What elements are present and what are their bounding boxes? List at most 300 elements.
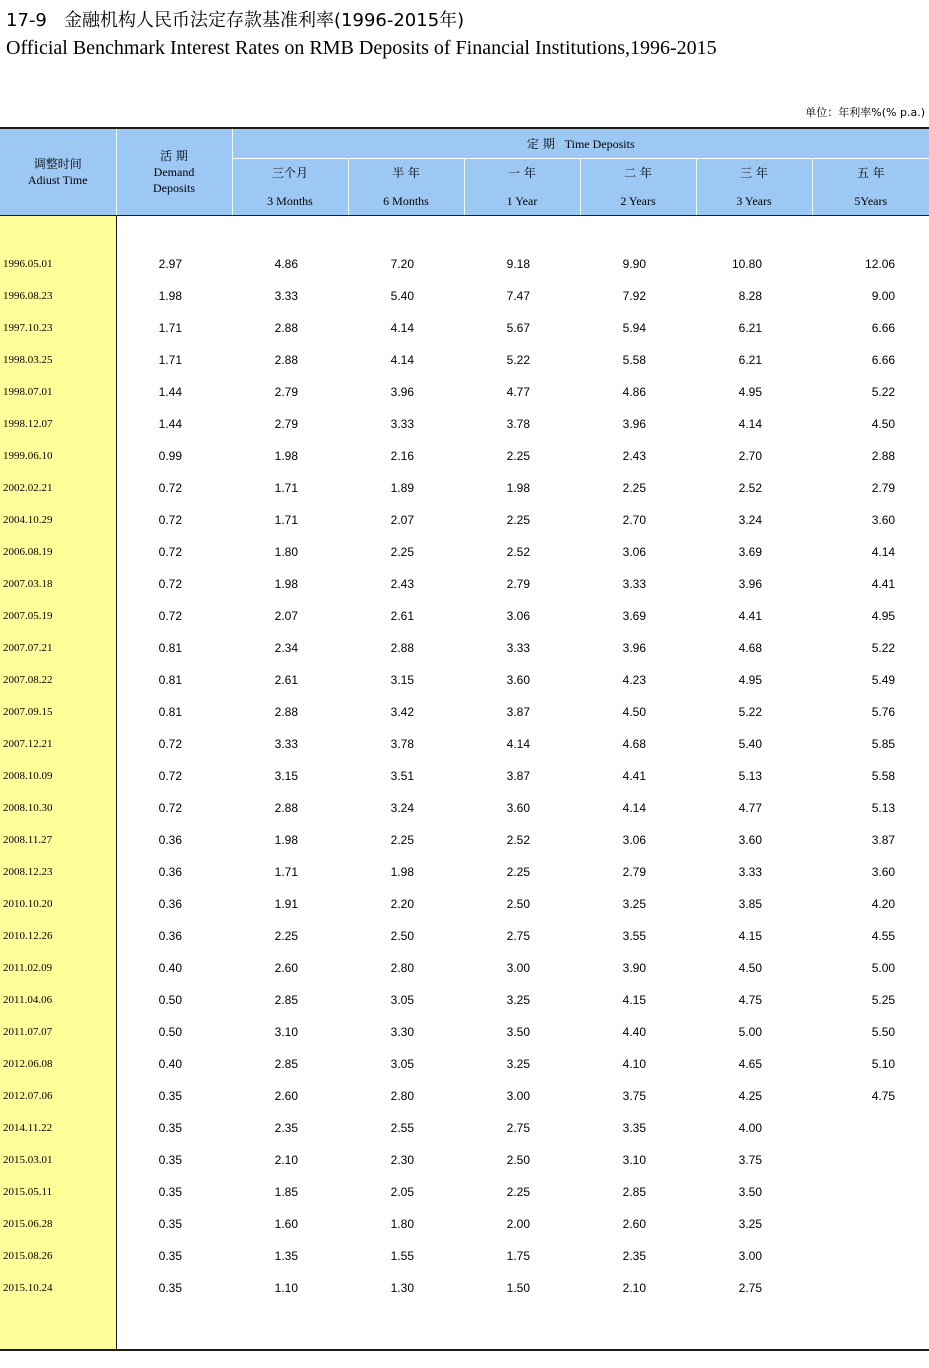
two-year-cell: 7.92 — [622, 288, 646, 303]
date-cell: 2015.03.01 — [0, 1144, 116, 1176]
three-year-cell: 4.68 — [738, 640, 762, 655]
header-term-en: 6 Months — [383, 193, 429, 208]
one-year-cell: 4.77 — [506, 384, 530, 399]
date-cell: 2008.10.09 — [0, 760, 116, 792]
two-year-cell: 4.23 — [622, 672, 646, 687]
three-year-cell: 3.25 — [738, 1216, 762, 1231]
five-year-cell: 4.55 — [871, 928, 896, 943]
date-cell: 2011.07.07 — [0, 1016, 116, 1048]
six-month-cell: 1.80 — [390, 1216, 414, 1231]
two-year-cell: 3.75 — [622, 1088, 646, 1103]
five-year-cell: 4.41 — [871, 576, 896, 591]
three-year-cell: 2.70 — [738, 448, 762, 463]
date-cell: 1998.12.07 — [0, 408, 116, 440]
header-term-2-years-en — [580, 187, 696, 216]
header-term-en: 2 Years — [620, 193, 656, 208]
three-year-cell: 3.60 — [738, 832, 762, 847]
two-year-cell: 4.15 — [622, 992, 646, 1007]
table-row — [0, 728, 929, 760]
table-row — [0, 1208, 929, 1240]
table-row — [0, 344, 929, 376]
header-term-1-year-en — [464, 187, 580, 216]
demand-cell: 1.44 — [158, 384, 182, 399]
table-row — [0, 632, 929, 664]
six-month-cell: 2.25 — [390, 832, 414, 847]
table-row — [0, 1144, 929, 1176]
demand-cell: 0.35 — [158, 1152, 182, 1167]
three-year-cell: 3.50 — [738, 1184, 762, 1199]
date-cell: 1998.07.01 — [0, 376, 116, 408]
table-row — [0, 824, 929, 856]
header-demand-en-2: Deposits — [153, 180, 195, 195]
two-year-cell: 3.33 — [622, 576, 646, 591]
date-cell: 2012.06.08 — [0, 1048, 116, 1080]
date-cell: 2008.11.27 — [0, 824, 116, 856]
five-year-cell: 5.50 — [871, 1024, 896, 1039]
empty-cell — [464, 1304, 580, 1350]
six-month-cell: 2.43 — [390, 576, 414, 591]
three-month-cell: 3.15 — [274, 768, 298, 783]
demand-cell: 0.72 — [158, 608, 182, 623]
header-term-5-years-en — [812, 187, 929, 216]
empty-cell — [696, 215, 812, 248]
three-month-cell: 1.71 — [274, 512, 298, 527]
date-cell: 2007.12.21 — [0, 728, 116, 760]
empty-cell — [696, 1304, 812, 1350]
header-term-3-years-en — [696, 187, 812, 216]
five-year-cell — [812, 1176, 929, 1208]
one-year-cell: 7.47 — [506, 288, 530, 303]
date-cell-empty — [0, 215, 116, 248]
empty-cell — [580, 1304, 696, 1350]
six-month-cell: 4.14 — [390, 352, 414, 367]
header-term-3-months-en — [232, 187, 348, 216]
one-year-cell: 2.75 — [506, 1120, 530, 1135]
date-cell: 2007.07.21 — [0, 632, 116, 664]
one-year-cell: 3.00 — [506, 1088, 530, 1103]
six-month-cell: 3.51 — [390, 768, 414, 783]
two-year-cell: 9.90 — [622, 256, 646, 271]
six-month-cell: 1.55 — [390, 1248, 414, 1263]
five-year-cell: 5.10 — [871, 1056, 896, 1071]
three-month-cell: 2.85 — [274, 992, 298, 1007]
table-row — [0, 696, 929, 728]
five-year-cell: 5.85 — [871, 736, 896, 751]
table-row — [0, 440, 929, 472]
six-month-cell: 7.20 — [390, 256, 414, 271]
three-month-cell: 2.34 — [274, 640, 298, 655]
five-year-cell: 5.25 — [871, 992, 896, 1007]
five-year-cell — [812, 1144, 929, 1176]
two-year-cell: 3.96 — [622, 416, 646, 431]
header-term-cn: 五 年 — [856, 165, 885, 180]
three-month-cell: 1.80 — [274, 544, 298, 559]
five-year-cell: 12.06 — [865, 256, 896, 271]
header-time-deposits-cn: 定 期 — [526, 136, 555, 151]
three-month-cell: 4.86 — [274, 256, 298, 271]
three-year-cell: 4.25 — [738, 1088, 762, 1103]
three-year-cell: 4.65 — [738, 1056, 762, 1071]
five-year-cell: 5.00 — [871, 960, 896, 975]
header-demand-en-1: Demand — [153, 164, 195, 179]
five-year-cell: 2.88 — [871, 448, 896, 463]
empty-cell — [348, 1304, 464, 1350]
six-month-cell: 3.42 — [390, 704, 414, 719]
table-row — [0, 952, 929, 984]
demand-cell: 0.72 — [158, 480, 182, 495]
three-month-cell: 2.25 — [274, 928, 298, 943]
six-month-cell: 2.20 — [390, 896, 414, 911]
one-year-cell: 3.87 — [506, 768, 530, 783]
six-month-cell: 3.96 — [390, 384, 414, 399]
date-cell: 1996.05.01 — [0, 248, 116, 280]
two-year-cell: 3.96 — [622, 640, 646, 655]
date-cell: 2006.08.19 — [0, 536, 116, 568]
date-cell: 2007.05.19 — [0, 600, 116, 632]
demand-cell: 0.40 — [158, 960, 182, 975]
three-year-cell: 3.24 — [738, 512, 762, 527]
six-month-cell: 2.30 — [390, 1152, 414, 1167]
five-year-cell — [812, 1272, 929, 1304]
five-year-cell: 5.22 — [871, 384, 896, 399]
table-number: 17-9 — [6, 10, 47, 31]
empty-cell — [464, 215, 580, 248]
five-year-cell: 4.14 — [871, 544, 896, 559]
header-term-en: 5Years — [854, 193, 888, 208]
demand-cell: 1.98 — [158, 288, 182, 303]
empty-cell — [812, 1304, 929, 1350]
six-month-cell: 3.05 — [390, 992, 414, 1007]
three-year-cell: 3.00 — [738, 1248, 762, 1263]
two-year-cell: 5.58 — [622, 352, 646, 367]
header-term-2-years — [580, 158, 696, 187]
five-year-cell: 3.60 — [871, 512, 896, 527]
demand-cell: 0.81 — [158, 672, 182, 687]
three-month-cell: 2.60 — [274, 1088, 298, 1103]
two-year-cell: 5.94 — [622, 320, 646, 335]
date-cell: 2007.09.15 — [0, 696, 116, 728]
empty-cell — [580, 215, 696, 248]
five-year-cell: 4.20 — [871, 896, 896, 911]
six-month-cell: 2.50 — [390, 928, 414, 943]
one-year-cell: 3.33 — [506, 640, 530, 655]
six-month-cell: 3.30 — [390, 1024, 414, 1039]
table-row — [0, 664, 929, 696]
demand-cell: 0.72 — [158, 800, 182, 815]
header-term-en: 3 Months — [267, 193, 313, 208]
three-month-cell: 2.88 — [274, 320, 298, 335]
six-month-cell: 2.05 — [390, 1184, 414, 1199]
empty-cell — [116, 1304, 232, 1350]
five-year-cell: 6.66 — [871, 352, 896, 367]
one-year-cell: 3.25 — [506, 1056, 530, 1071]
five-year-cell: 5.76 — [871, 704, 896, 719]
date-cell: 2008.12.23 — [0, 856, 116, 888]
table-row — [0, 568, 929, 600]
six-month-cell: 2.25 — [390, 544, 414, 559]
header-term-5-years — [812, 158, 929, 187]
header-term-cn: 二 年 — [624, 165, 652, 180]
three-month-cell: 1.85 — [274, 1184, 298, 1199]
header-term-cn: 半 年 — [392, 165, 420, 180]
three-year-cell: 4.95 — [738, 384, 762, 399]
six-month-cell: 5.40 — [390, 288, 414, 303]
six-month-cell: 2.80 — [390, 960, 414, 975]
three-year-cell: 4.00 — [738, 1120, 762, 1135]
three-year-cell: 5.13 — [738, 768, 762, 783]
one-year-cell: 2.79 — [506, 576, 530, 591]
one-year-cell: 2.25 — [506, 1184, 530, 1199]
demand-cell: 0.36 — [158, 864, 182, 879]
unit-note: 单位：年利率%(% p.a.) — [805, 106, 925, 119]
date-cell-empty — [0, 1304, 116, 1350]
five-year-cell: 2.79 — [871, 480, 896, 495]
one-year-cell: 3.06 — [506, 608, 530, 623]
header-time-deposits-en: Time Deposits — [564, 136, 635, 151]
three-year-cell: 2.52 — [738, 480, 762, 495]
three-month-cell: 2.79 — [274, 384, 298, 399]
demand-cell: 0.72 — [158, 512, 182, 527]
one-year-cell: 2.50 — [506, 896, 530, 911]
five-year-cell — [812, 1208, 929, 1240]
date-cell: 2007.03.18 — [0, 568, 116, 600]
table-row — [0, 1112, 929, 1144]
header-term-cn: 三 年 — [740, 165, 768, 180]
six-month-cell: 3.15 — [390, 672, 414, 687]
five-year-cell: 9.00 — [871, 288, 896, 303]
demand-cell: 0.36 — [158, 928, 182, 943]
table-body — [0, 215, 929, 1350]
five-year-cell: 4.50 — [871, 416, 896, 431]
two-year-cell: 2.43 — [622, 448, 646, 463]
two-year-cell: 4.14 — [622, 800, 646, 815]
three-month-cell: 3.33 — [274, 736, 298, 751]
three-year-cell: 5.40 — [738, 736, 762, 751]
table-row — [0, 248, 929, 280]
table-row — [0, 1272, 929, 1304]
demand-cell: 1.44 — [158, 416, 182, 431]
demand-cell: 0.35 — [158, 1120, 182, 1135]
demand-cell: 0.50 — [158, 1024, 182, 1039]
date-cell: 2012.07.06 — [0, 1080, 116, 1112]
six-month-cell: 3.33 — [390, 416, 414, 431]
three-month-cell: 1.35 — [274, 1248, 298, 1263]
header-time-deposits — [232, 128, 929, 158]
demand-cell: 0.99 — [158, 448, 182, 463]
table-row — [0, 984, 929, 1016]
table-row — [0, 1016, 929, 1048]
date-cell: 2015.05.11 — [0, 1176, 116, 1208]
two-year-cell: 3.06 — [622, 832, 646, 847]
three-month-cell: 1.91 — [274, 896, 298, 911]
empty-cell — [232, 215, 348, 248]
three-month-cell: 2.60 — [274, 960, 298, 975]
three-month-cell: 2.88 — [274, 704, 298, 719]
header-term-cn: 一 年 — [508, 165, 536, 180]
two-year-cell: 4.40 — [622, 1024, 646, 1039]
five-year-cell: 3.87 — [871, 832, 896, 847]
empty-cell — [812, 215, 929, 248]
demand-cell: 0.72 — [158, 544, 182, 559]
two-year-cell: 3.35 — [622, 1120, 646, 1135]
one-year-cell: 3.50 — [506, 1024, 530, 1039]
one-year-cell: 1.98 — [506, 480, 530, 495]
one-year-cell: 5.67 — [506, 320, 530, 335]
table-spacer-row — [0, 215, 929, 248]
two-year-cell: 2.35 — [622, 1248, 646, 1263]
header-adjust-time-cn: 调整时间 — [33, 156, 82, 171]
header-term-en: 3 Years — [736, 193, 772, 208]
page-title-chinese — [6, 6, 464, 32]
date-cell: 2007.08.22 — [0, 664, 116, 696]
one-year-cell: 2.25 — [506, 512, 530, 527]
empty-cell — [348, 215, 464, 248]
five-year-cell — [812, 1240, 929, 1272]
date-cell: 2014.11.22 — [0, 1112, 116, 1144]
date-cell: 2010.12.26 — [0, 920, 116, 952]
one-year-cell: 2.52 — [506, 832, 530, 847]
table-row — [0, 792, 929, 824]
empty-cell — [116, 215, 232, 248]
date-cell: 2004.10.29 — [0, 504, 116, 536]
demand-cell: 0.72 — [158, 576, 182, 591]
three-year-cell: 2.75 — [738, 1280, 762, 1295]
three-month-cell: 1.98 — [274, 832, 298, 847]
table-row — [0, 1176, 929, 1208]
three-year-cell: 3.85 — [738, 896, 762, 911]
demand-cell: 0.81 — [158, 640, 182, 655]
six-month-cell: 2.07 — [390, 512, 414, 527]
three-year-cell: 6.21 — [738, 352, 762, 367]
table-row — [0, 888, 929, 920]
header-demand-deposits — [116, 128, 232, 215]
table-row — [0, 536, 929, 568]
two-year-cell: 3.06 — [622, 544, 646, 559]
three-year-cell: 4.95 — [738, 672, 762, 687]
three-month-cell: 1.98 — [274, 448, 298, 463]
five-year-cell: 6.66 — [871, 320, 896, 335]
three-month-cell: 2.10 — [274, 1152, 298, 1167]
three-month-cell: 1.98 — [274, 576, 298, 591]
six-month-cell: 2.88 — [390, 640, 414, 655]
demand-cell: 1.71 — [158, 320, 182, 335]
demand-cell: 0.50 — [158, 992, 182, 1007]
three-year-cell: 4.14 — [738, 416, 762, 431]
three-year-cell: 4.77 — [738, 800, 762, 815]
date-cell: 1996.08.23 — [0, 280, 116, 312]
table-row — [0, 376, 929, 408]
three-month-cell: 2.85 — [274, 1056, 298, 1071]
demand-cell: 0.36 — [158, 896, 182, 911]
five-year-cell: 4.95 — [871, 608, 896, 623]
five-year-cell: 5.49 — [871, 672, 896, 687]
date-cell: 2011.04.06 — [0, 984, 116, 1016]
one-year-cell: 2.25 — [506, 448, 530, 463]
one-year-cell: 3.60 — [506, 672, 530, 687]
two-year-cell: 4.10 — [622, 1056, 646, 1071]
header-term-3-years — [696, 158, 812, 187]
three-year-cell: 4.50 — [738, 960, 762, 975]
date-cell: 2015.08.26 — [0, 1240, 116, 1272]
date-cell: 2002.02.21 — [0, 472, 116, 504]
three-year-cell: 3.96 — [738, 576, 762, 591]
two-year-cell: 2.70 — [622, 512, 646, 527]
date-cell: 1998.03.25 — [0, 344, 116, 376]
header-term-cn: 三个月 — [271, 165, 308, 180]
demand-cell: 0.35 — [158, 1088, 182, 1103]
five-year-cell: 3.60 — [871, 864, 896, 879]
three-month-cell: 2.88 — [274, 352, 298, 367]
five-year-cell: 5.22 — [871, 640, 896, 655]
header-term-3-months — [232, 158, 348, 187]
two-year-cell: 2.10 — [622, 1280, 646, 1295]
three-year-cell: 8.28 — [738, 288, 762, 303]
header-term-6-months-en — [348, 187, 464, 216]
header-term-6-months — [348, 158, 464, 187]
five-year-cell: 4.75 — [871, 1088, 896, 1103]
table-row — [0, 408, 929, 440]
table-row — [0, 1240, 929, 1272]
one-year-cell: 3.78 — [506, 416, 530, 431]
date-cell: 2011.02.09 — [0, 952, 116, 984]
two-year-cell: 2.85 — [622, 1184, 646, 1199]
six-month-cell: 4.14 — [390, 320, 414, 335]
table-tail-row — [0, 1304, 929, 1350]
three-year-cell: 4.41 — [738, 608, 762, 623]
table-row — [0, 920, 929, 952]
six-month-cell: 1.98 — [390, 864, 414, 879]
two-year-cell: 3.10 — [622, 1152, 646, 1167]
one-year-cell: 3.60 — [506, 800, 530, 815]
six-month-cell: 2.16 — [390, 448, 414, 463]
date-cell: 2008.10.30 — [0, 792, 116, 824]
date-cell: 2015.06.28 — [0, 1208, 116, 1240]
one-year-cell: 2.25 — [506, 864, 530, 879]
demand-cell: 0.35 — [158, 1280, 182, 1295]
two-year-cell: 3.25 — [622, 896, 646, 911]
date-cell: 1999.06.10 — [0, 440, 116, 472]
interest-rate-table — [0, 127, 929, 1351]
three-year-cell: 6.21 — [738, 320, 762, 335]
three-year-cell: 10.80 — [731, 256, 762, 271]
two-year-cell: 3.55 — [622, 928, 646, 943]
three-month-cell: 2.88 — [274, 800, 298, 815]
six-month-cell: 3.78 — [390, 736, 414, 751]
date-cell: 1997.10.23 — [0, 312, 116, 344]
six-month-cell: 2.55 — [390, 1120, 414, 1135]
date-cell: 2010.10.20 — [0, 888, 116, 920]
two-year-cell: 4.41 — [622, 768, 646, 783]
demand-cell: 0.35 — [158, 1216, 182, 1231]
demand-cell: 2.97 — [158, 256, 182, 271]
one-year-cell: 9.18 — [506, 256, 530, 271]
demand-cell: 0.72 — [158, 768, 182, 783]
table-row — [0, 760, 929, 792]
header-demand-cn: 活 期 — [160, 148, 188, 163]
three-year-cell: 3.33 — [738, 864, 762, 879]
table-row — [0, 472, 929, 504]
three-year-cell: 5.00 — [738, 1024, 762, 1039]
one-year-cell: 2.52 — [506, 544, 530, 559]
three-month-cell: 1.71 — [274, 864, 298, 879]
table-row — [0, 600, 929, 632]
three-month-cell: 2.07 — [274, 608, 298, 623]
two-year-cell: 2.60 — [622, 1216, 646, 1231]
six-month-cell: 3.05 — [390, 1056, 414, 1071]
two-year-cell: 2.79 — [622, 864, 646, 879]
two-year-cell: 3.69 — [622, 608, 646, 623]
three-year-cell: 3.69 — [738, 544, 762, 559]
